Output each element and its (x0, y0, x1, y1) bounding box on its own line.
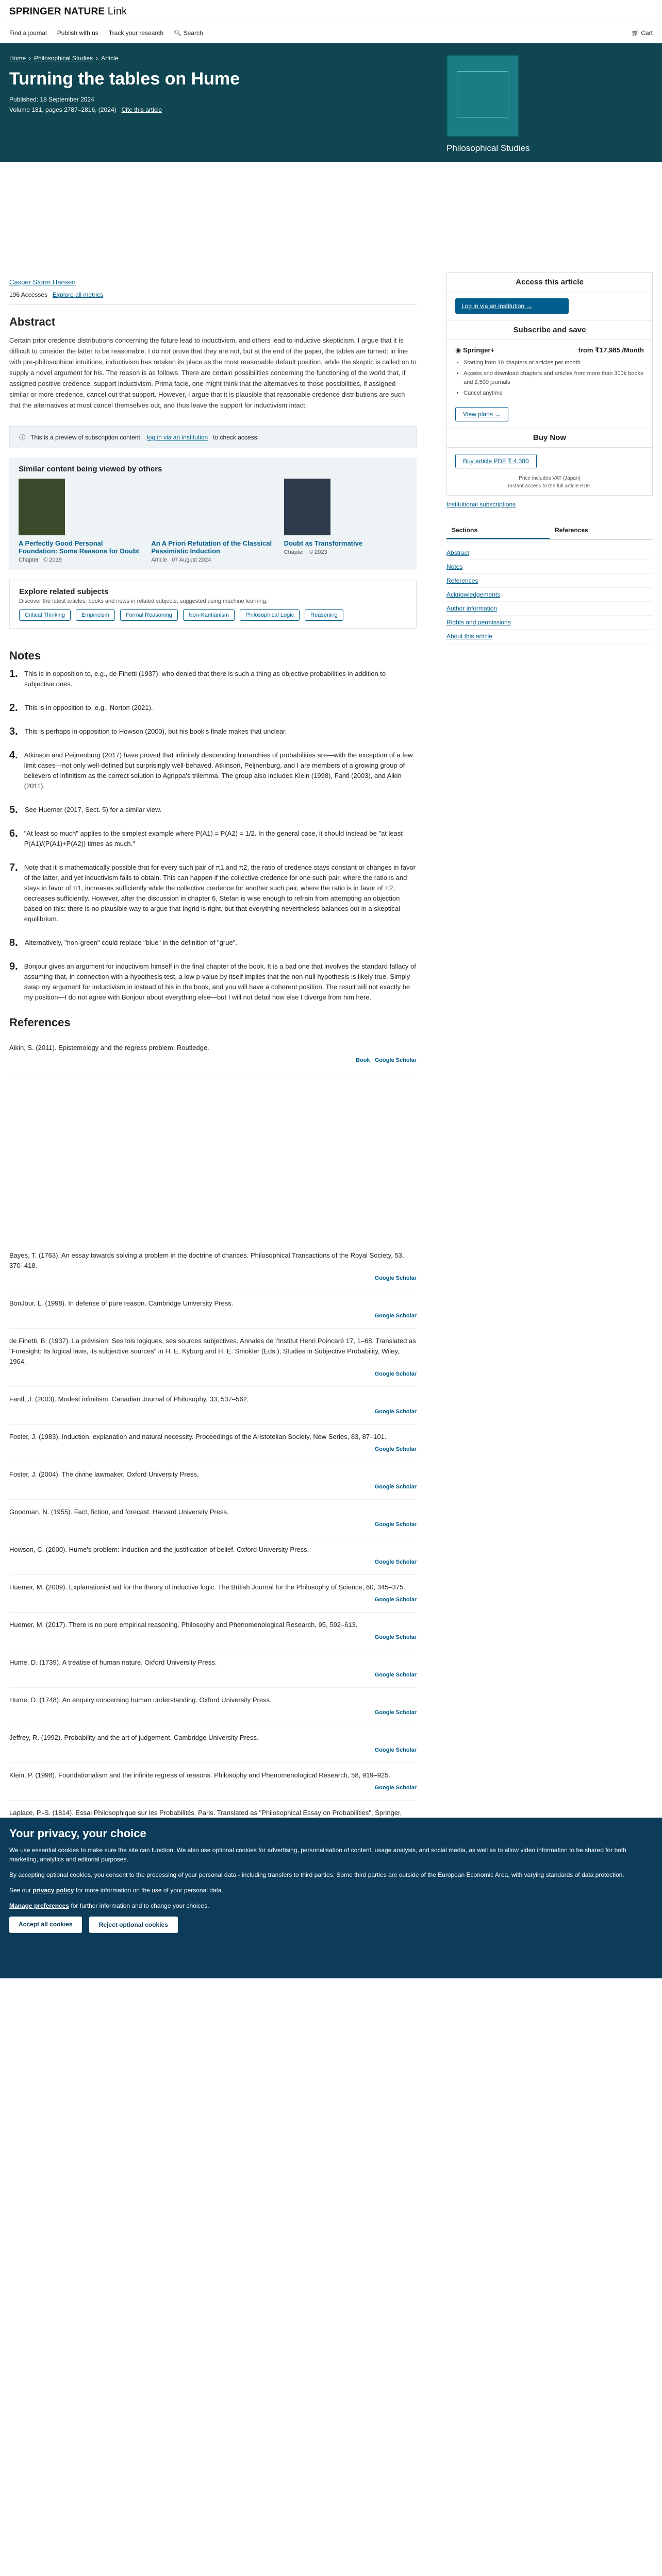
note-item: 6. "At least so much" applies to the simplest example where P(A1) = P(A2) = 1/2. In the general case, it should instead be "at least P(A1)/(P(A1)+P(A2)) times as much." (9, 828, 403, 848)
google-scholar-link[interactable]: Google Scholar (374, 1275, 417, 1281)
related-desc: Discover the latest articles, books and news in related subjects, suggested using machine learning. (19, 598, 268, 604)
subject-chip[interactable]: Formal Reasoning (120, 609, 178, 621)
google-scholar-link[interactable]: Google Scholar (374, 1446, 417, 1452)
tab-references[interactable]: References (555, 527, 588, 534)
breadcrumb-journal[interactable]: Philosophical Studies (34, 55, 93, 62)
tab-sections[interactable]: Sections (446, 522, 550, 539)
cite-link[interactable]: Cite this article (121, 106, 162, 113)
cookie-text: We use essential cookies to make sure the site can function. We also use optional cookies for advertising, personalisation of content, usage analysis, and social media, as well as to allow video information to be shared for both marketing, analytics and editorial purposes. (9, 1846, 626, 1863)
similar-heading: Similar content being viewed by others (19, 465, 162, 473)
privacy-policy-link[interactable]: privacy policy (32, 1887, 74, 1894)
google-scholar-link[interactable]: Google Scholar (374, 1521, 417, 1528)
instant-note: Instant access to the full article PDF. (508, 483, 591, 489)
nav-search[interactable]: 🔍︎ Search (174, 29, 203, 37)
cookie-buttons (9, 1917, 653, 1933)
notes-section (9, 649, 417, 1003)
main-content (9, 278, 417, 1836)
section-nav (446, 546, 653, 643)
aims-link[interactable]: Aims and scope (446, 163, 491, 170)
similar-card[interactable]: An A Priori Refutation of the Classical Pessimistic Induction Article 07 August 2024 (151, 539, 272, 563)
accesses-count: 196 Accesses (9, 291, 48, 298)
section-link[interactable]: Abstract (446, 546, 653, 560)
similar-list (19, 479, 407, 563)
google-scholar-link[interactable]: Google Scholar (374, 1409, 417, 1415)
submit-link[interactable]: Submit manuscript (446, 174, 498, 181)
reference-item: Klein, P. (1998). Foundationalism and the infinite regress of reasons. Philosophy and Phenomenological Research, 58, 919–925. Google Scholar (9, 1763, 417, 1801)
note-item: 8. Alternatively, "non-green" could replace "blue" in the definition of "grue". (9, 937, 237, 948)
references-section (9, 1016, 417, 1836)
cookie-text: By accepting optional cookies, you consent to the processing of your personal data - including transfers to third parties. Some third parties are outside of the European Economic Area, with varying standards of data protection. (9, 1871, 624, 1878)
subject-chip[interactable]: Empiricism (76, 609, 115, 621)
google-scholar-link[interactable]: Google Scholar (374, 1709, 417, 1716)
note-item: 3. This is perhaps in opposition to Howson (2000), but his book's finale makes that unclear. (9, 726, 287, 737)
cookie-text: See our privacy policy for more information on the use of your personal data. (9, 1887, 223, 1894)
journal-links (446, 161, 653, 183)
similar-content (9, 457, 417, 570)
google-scholar-link[interactable]: Google Scholar (374, 1559, 417, 1565)
related-heading: Explore related subjects (19, 587, 109, 596)
accept-cookies-button[interactable]: Accept all cookies (9, 1917, 82, 1933)
chevron-right-icon: › (96, 55, 98, 62)
section-link[interactable]: Notes (446, 560, 653, 574)
note-item: 9. Bonjour gives an argument for inductivism himself in the final chapter of the book. It is a bad one that involves the standard fallacy of assuming that, in connection with a hypothesis test, a low p-value by itself implies that the non-null hypothesis is likely true. Simply swap my argument for inductivism in instead of his in the book, and you will have a coherent position. The result will not exactly be my position—I do not agree with Bonjour about everything else—but I will not detail how else I diverge from him here. (9, 961, 416, 1001)
reference-item: Bayes, T. (1763). An essay towards solving a problem in the doctrine of chances. Philosophical Transactions of the Royal Society, 53, 370–418. Google Scholar (9, 1243, 417, 1291)
notes-heading: Notes (9, 649, 41, 662)
google-scholar-link[interactable]: Google Scholar (374, 1747, 417, 1753)
vat-note: Price includes VAT (Japan) (519, 476, 581, 481)
reference-item: Huemer, M. (2009). Explanationist aid for the theory of inductive logic. The British Journal for the Philosophy of Science, 60, 345–375. Google Scholar (9, 1575, 417, 1613)
google-scholar-link[interactable]: Google Scholar (374, 1597, 417, 1603)
info-icon: ⓘ (19, 434, 26, 441)
journal-title[interactable]: Philosophical Studies (446, 143, 530, 153)
google-scholar-link[interactable]: Google Scholar (374, 1484, 417, 1490)
subject-chip[interactable]: Non-Kantianism (183, 609, 235, 621)
radio-icon[interactable]: ◉ (455, 346, 461, 354)
manage-preferences-link[interactable]: Manage preferences (9, 1902, 70, 1909)
book-cover (19, 479, 65, 535)
brand-logo[interactable]: SPRINGER NATURE Link (9, 5, 127, 17)
springer-plus-row: ◉ Springer+ from ₹17,985 /Month (455, 346, 644, 354)
note-item: 7. Note that it is mathematically possible that for every such pair of π1 and π2, the ratio of credence stays constant or changes in favor of the latter, and yet inductivism fails to obtain. This can happen if the collective credence for one such pair, where the ratio is and stays in favor of π1, increases sufficiently while the collective credence for another such pair, where the ratio is in favor of π2, decreases sufficiently. However, after the discussion in chapter 6, Stefan is wise enough to refrain from attempting an objection based on this: there is no plausible way to argue that Ingrid is right, but that everything nevertheless balances out in a skeptical equilibrium. (9, 862, 416, 923)
breadcrumb-home[interactable]: Home (9, 55, 26, 62)
abstract-text: Certain prior credence distributions concerning the future lead to inductivism, and others lead to inductive skepticism. I argue that it is difficult to consider the latter to be reasonable. I do not prove that they are not, but at the end of the paper, the tables are turned: in line with pre-philosophical intuitions, inductivism has retaken its place as the most reasonable default position, while the skeptic is called on to supply a novel argument for his. The reason is as follows. There are certain possibilities concerning the functioning of the world that, if assigned positive credence, support inductivism. Prima facie, one might think that the alternatives to those possibilities, if assigned similar or more credence, cancel out that support. However, I argue that it is plausible that reasonable credence distributions are such that the alternatives at most cancel themselves out, and thus leave the support for inductivism intact. (9, 336, 417, 409)
sidebar-tabs (446, 522, 653, 540)
reference-item: BonJour, L. (1998). In defense of pure reason. Cambridge University Press. Google Scholar (9, 1291, 417, 1329)
subject-chip[interactable]: Critical Thinking (19, 609, 71, 621)
section-link[interactable]: Rights and permissions (446, 616, 653, 630)
main-nav (0, 23, 662, 43)
author-list (9, 278, 417, 286)
note-item: 5. See Huemer (2017, Sect. 5) for a similar view. (9, 804, 162, 816)
google-scholar-link[interactable]: Google Scholar (374, 1057, 417, 1063)
nav-right (632, 29, 653, 37)
note-item: 1. This is in opposition to, e.g., de Finetti (1937), who denied that there is such a thing as objective probabilities in addition to subjective ones. (9, 668, 386, 688)
references-heading: References (9, 1016, 71, 1029)
journal-cover[interactable] (446, 55, 519, 137)
reference-item: Howson, C. (2000). Hume's problem: Induction and the justification of belief. Oxford University Press. Google Scholar (9, 1537, 417, 1575)
cart-button[interactable]: 🛒︎ Cart (631, 29, 653, 37)
view-plans-button[interactable]: View plans → (455, 407, 508, 421)
author-link[interactable]: Casper Storm Hansen (9, 278, 76, 286)
reference-item: Hume, D. (1739). A treatise of human nature. Oxford University Press. Google Scholar (9, 1650, 417, 1688)
nav-find-journal[interactable]: Find a journal (9, 29, 47, 37)
subject-chip[interactable]: Reasoning (305, 609, 343, 621)
reference-item: Aikin, S. (2011). Epistemology and the regress problem. Routledge. Book Google Scholar (9, 1036, 417, 1073)
published-date: Published: 18 September 2024 (9, 96, 94, 103)
cookie-spacer (9, 1073, 417, 1243)
subject-chip[interactable]: Philosophical Logic (240, 609, 300, 621)
buy-heading: Buy Now (447, 428, 652, 448)
subject-chips (19, 609, 407, 621)
google-scholar-link[interactable]: Google Scholar (374, 1634, 417, 1640)
access-heading: Access this article (447, 273, 652, 292)
section-link[interactable]: About this article (446, 630, 653, 643)
reference-item: Hume, D. (1748). An enquiry concerning human understanding. Oxford University Press. Google Scholar (9, 1688, 417, 1725)
institutional-subscriptions-link[interactable]: Institutional subscriptions (446, 501, 516, 508)
note-item: 2. This is in opposition to, e.g., Norton (2021). (9, 702, 153, 714)
monthly-price: from ₹17,985 /Month (578, 346, 644, 354)
cookie-banner (0, 1818, 662, 1978)
reference-item: Foster, J. (1983). Induction, explanation and natural necessity. Proceedings of the Aristotelian Society, New Series, 83, 87–101. Google Scholar (9, 1425, 417, 1462)
reference-item: Jeffrey, R. (1992). Probability and the art of judgement. Cambridge University Press. Google Scholar (9, 1725, 417, 1763)
reference-item: de Finetti, B. (1937). La prévision: Ses lois logiques, ses sources subjectives. Annales de l'Institut Henri Poincaré 17, 1–68. Translated as "Foresight: Its logical laws, its subjective sources" in H. E. Kyburg and H. E. Smokler (Eds.), Studies in Subjective Probability, Wiley, 1964. Google Scholar (9, 1329, 417, 1387)
book-cover (284, 479, 330, 535)
plan-benefits: • Starting from 10 chapters or articles per month • Access and download chapters and articles from more than 300k books and 2,500 journals • Cancel anytime (447, 357, 652, 404)
note-item: 4. Atkinson and Peijnenburg (2017) have proved that infinitely descending hierarchies of probabilities are—with the exception of a few limit cases—not only well-defined but surprisingly well-behaved. Atkinson, Peijnenburg, and I are members of a growing group of believers of infinitism as the correct solution to Agrippa's trilemma. The group also includes Klein (1998), Fantl (2003), and Aikin (2011). (9, 750, 413, 790)
preview-banner: ⓘ This is a preview of subscription content, log in via an institution to check access. (9, 426, 417, 448)
book-link[interactable]: Book (356, 1057, 370, 1063)
page-title: Turning the tables on Hume (9, 69, 240, 89)
buy-pdf-button[interactable]: Buy article PDF ₹ 4,380 (455, 454, 537, 468)
reference-item: Laplace, P.-S. (1814). Essai Philosophique sur les Probabilités. Paris. Translated as "Philosophical Essay on Probabilities", Springer, (9, 1801, 417, 1836)
reference-item: Foster, J. (2004). The divine lawmaker. Oxford University Press. Google Scholar (9, 1462, 417, 1500)
section-link[interactable]: References (446, 574, 653, 588)
similar-card[interactable]: Doubt as Transformative Chapter © 2023 (284, 479, 407, 563)
top-header (0, 0, 662, 23)
abstract-heading: Abstract (9, 315, 56, 328)
breadcrumb-article: Article (101, 55, 119, 62)
search-icon: 🔍︎ (174, 29, 182, 37)
section-link[interactable]: Author information (446, 602, 653, 616)
cart-icon: 🛒︎ (631, 29, 639, 37)
reference-item: Fantl, J. (2003). Modest infinitism. Canadian Journal of Philosophy, 33, 537–562. Google Scholar (9, 1387, 417, 1425)
nav-publish[interactable]: Publish with us (57, 29, 98, 37)
related-subjects (9, 580, 417, 629)
metrics-link[interactable]: Explore all metrics (53, 291, 104, 298)
section-link[interactable]: Acknowledgements (446, 588, 653, 602)
sidebar (446, 272, 653, 643)
institution-login-button[interactable]: Log in via an institution → (455, 298, 569, 314)
similar-card[interactable]: A Perfectly Good Personal Foundation: Some Reasons for Doubt Chapter © 2019 (19, 479, 142, 563)
article-hero (0, 43, 662, 181)
reference-item: Goodman, N. (1955). Fact, fiction, and forecast. Harvard University Press. Google Scholar (9, 1500, 417, 1537)
reject-cookies-button[interactable]: Reject optional cookies (89, 1917, 178, 1933)
google-scholar-link[interactable]: Google Scholar (374, 1672, 417, 1678)
access-card (446, 272, 653, 496)
google-scholar-link[interactable]: Google Scholar (374, 1313, 417, 1319)
arrow-right-icon: → (526, 302, 533, 310)
metrics-bar (9, 291, 417, 305)
reference-item: Huemer, M. (2017). There is no pure empirical reasoning. Philosophy and Phenomenological Research, 95, 592–613. Google Scholar (9, 1613, 417, 1650)
cookie-text: Manage preferences for further information and to change your choices. (9, 1902, 209, 1909)
journal-box (446, 55, 653, 183)
volume-info: Volume 181, pages 2787–2816, (2024) (9, 106, 117, 113)
subscribe-heading: Subscribe and save (447, 320, 652, 340)
chevron-right-icon: › (29, 55, 31, 62)
nav-track[interactable]: Track your research (108, 29, 164, 37)
institution-login-link[interactable]: log in via an institution (147, 433, 208, 441)
google-scholar-link[interactable]: Google Scholar (374, 1785, 417, 1791)
cookie-heading: Your privacy, your choice (9, 1827, 146, 1840)
google-scholar-link[interactable]: Google Scholar (374, 1371, 417, 1377)
